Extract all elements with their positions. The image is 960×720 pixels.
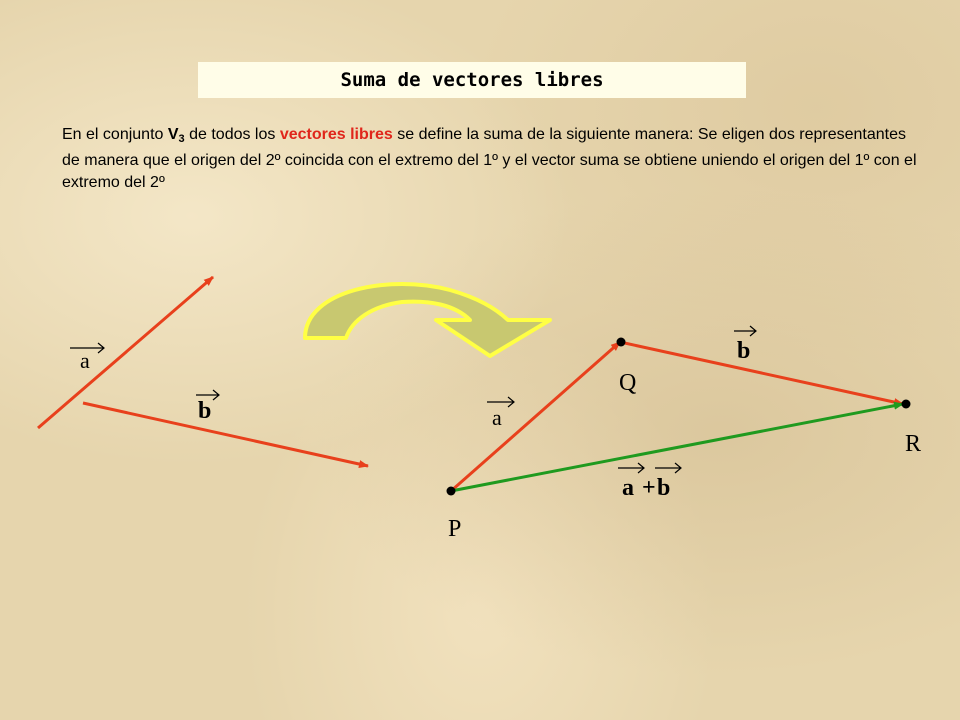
label-a-right [487,397,514,430]
label-q: Q [619,370,637,396]
intro-text-2: de todos los [184,126,280,143]
svg-text:b: b [198,398,212,424]
vector-b-right [620,342,903,404]
label-a-plus-b [618,463,681,501]
label-p: P [448,516,462,542]
intro-text-3: se define la suma de la siguiente manera: Se eligen dos representantes de manera que el origen del 2º coincida con el extremo del 1º y el vector suma se obtiene uniendo el origen del 1º con el extremo del 2º [62,126,917,191]
label-b-right [734,326,756,364]
svg-text:b: b [657,475,671,501]
svg-text:a: a [622,475,634,501]
vector-sum [451,404,903,491]
svg-text:a: a [80,348,90,373]
label-r: R [905,431,922,457]
right-arrow-icon [618,463,644,473]
vector-a-right [451,342,620,491]
right-arrow-icon [734,326,756,336]
vector-b-left [83,403,368,466]
label-a-left [70,343,104,373]
svg-text:a: a [492,405,502,430]
v-subscript: 3 [178,133,185,145]
point-r [902,400,911,409]
vector-a-left [38,277,213,428]
intro-text-1: En el conjunto [62,126,168,143]
right-arrow-icon [655,463,681,473]
svg-text:b: b [737,338,751,364]
page-title: Suma de vectores libres [340,69,604,91]
point-p [447,487,456,496]
label-b-left [196,390,219,424]
highlight-vectores-libres: vectores libres [279,126,393,143]
curved-arrow-icon [305,284,550,356]
svg-text:+: + [642,475,656,501]
v-symbol: $V_3$ [167,126,185,145]
point-q [617,338,626,347]
